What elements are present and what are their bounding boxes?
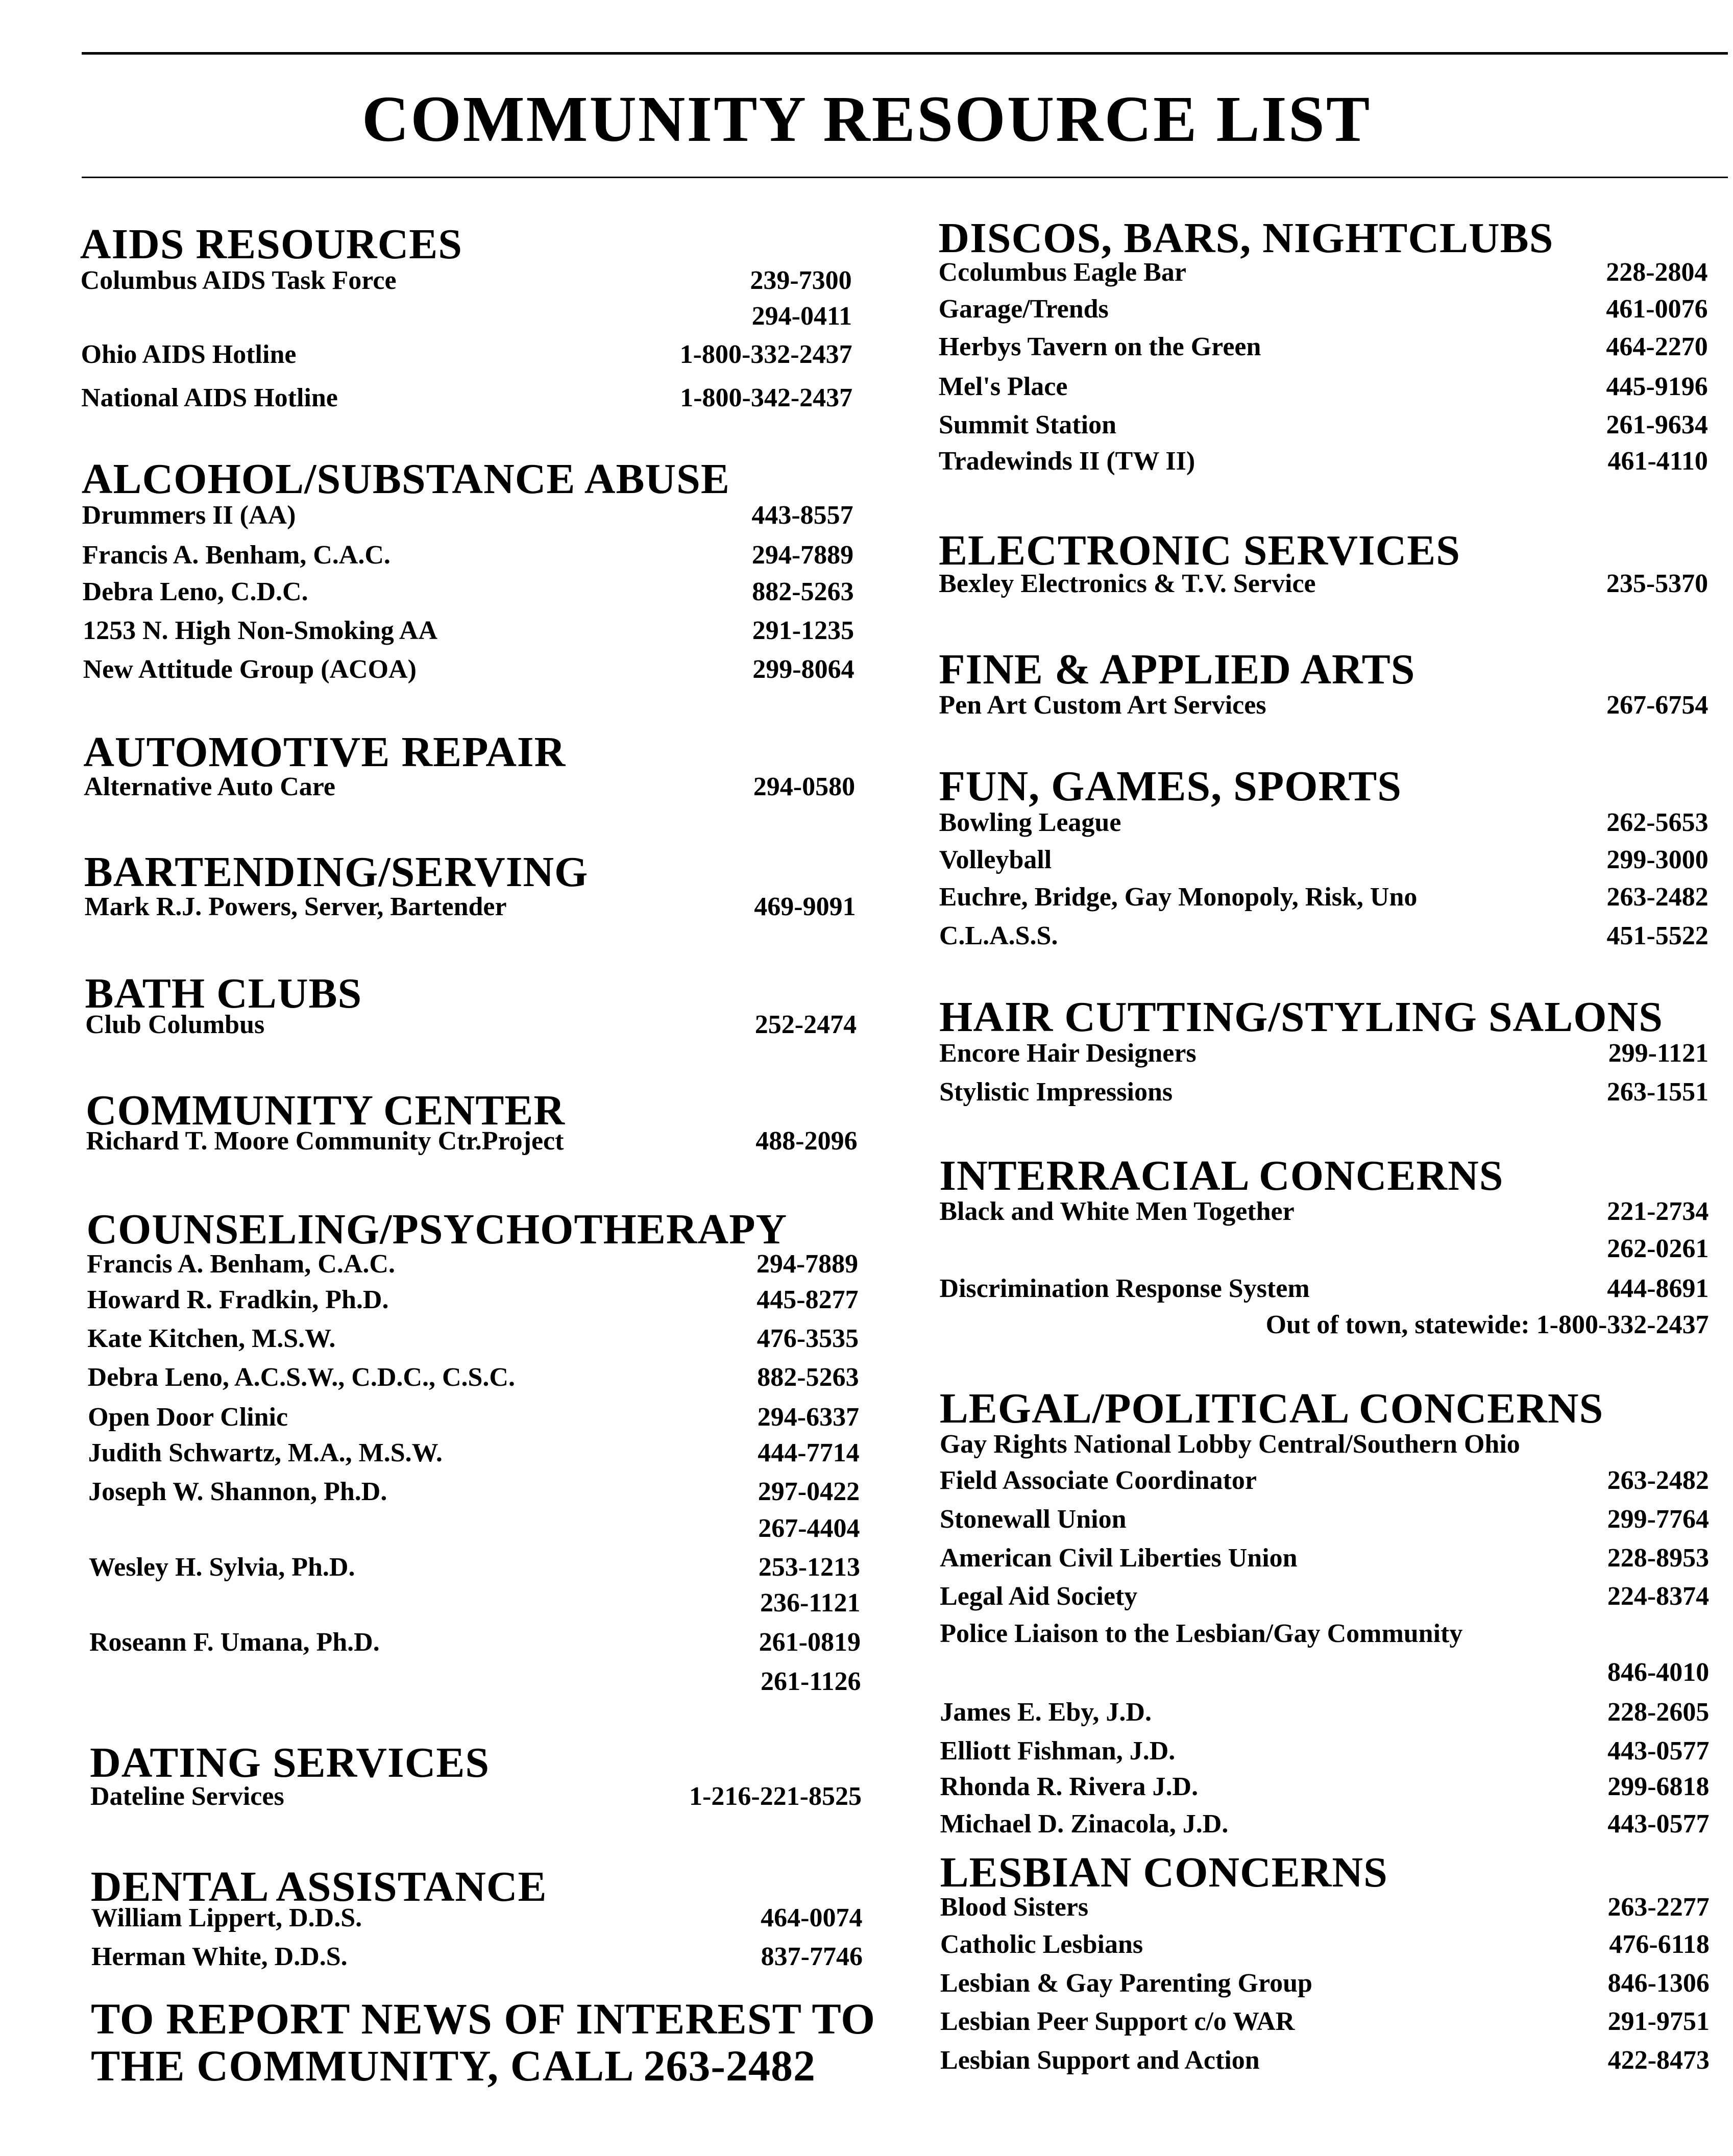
entry-phone: 882-5263 — [752, 577, 854, 606]
entry-name: Encore Hair Designers — [939, 1039, 1197, 1068]
entry-phone: 476-6118 — [1609, 1930, 1710, 1959]
entry-name: Tradewinds II (TW II) — [938, 447, 1195, 476]
entry-name: Alternative Auto Care — [84, 772, 336, 801]
entry-name: Legal Aid Society — [940, 1582, 1138, 1611]
entry-name: American Civil Liberties Union — [940, 1544, 1298, 1573]
entry-name: Stonewall Union — [939, 1505, 1127, 1534]
entry-name: Blood Sisters — [940, 1893, 1089, 1922]
entry-name: Herman White, D.D.S. — [91, 1942, 348, 1971]
entry-phone: 294-6337 — [757, 1403, 860, 1432]
entry-phone: 263-2277 — [1607, 1893, 1710, 1922]
section-heading: COMMUNITY CENTER — [85, 1087, 566, 1134]
entry-phone: 469-9091 — [754, 892, 856, 921]
entry-phone: 294-7889 — [751, 541, 854, 570]
section-heading: DATING SERVICES — [90, 1739, 490, 1786]
entry-phone: 451-5522 — [1606, 921, 1708, 950]
entry-phone: 299-3000 — [1606, 845, 1708, 874]
entry-phone: 837-7746 — [761, 1942, 863, 1971]
entry-phone: 464-0074 — [761, 1903, 863, 1932]
entry-name: Euchre, Bridge, Gay Monopoly, Risk, Uno — [939, 883, 1418, 912]
entry-phone: 262-0261 — [1607, 1234, 1709, 1263]
section-heading: DISCOS, BARS, NIGHTCLUBS — [938, 214, 1554, 262]
section-heading: INTERRACIAL CONCERNS — [939, 1152, 1504, 1199]
entry-phone: 252-2474 — [754, 1010, 857, 1039]
entry-name: Mel's Place — [938, 372, 1068, 401]
entry-phone: 299-6818 — [1607, 1772, 1710, 1801]
entry-name: Volleyball — [939, 845, 1052, 874]
entry-phone: 294-0411 — [751, 302, 852, 331]
title-underline — [82, 177, 1728, 178]
entry-phone: 1-800-332-2437 — [679, 340, 852, 369]
entry-name: Lesbian Peer Support c/o WAR — [940, 2007, 1295, 2036]
entry-phone: 261-0819 — [759, 1628, 861, 1657]
entry-phone: 461-0076 — [1606, 295, 1708, 324]
entry-phone: 267-6754 — [1606, 691, 1708, 720]
entry-name: Bexley Electronics & T.V. Service — [939, 569, 1316, 598]
entry-name: Richard T. Moore Community Ctr.Project — [86, 1126, 564, 1156]
entry-name: Drummers II (AA) — [82, 501, 296, 530]
section-heading: ALCOHOL/SUBSTANCE ABUSE — [81, 455, 730, 503]
entry-name: Joseph W. Shannon, Ph.D. — [88, 1477, 387, 1506]
entry-phone: 253-1213 — [758, 1553, 861, 1582]
entry-phone: 224-8374 — [1607, 1582, 1710, 1611]
entry-name: Discrimination Response System — [939, 1274, 1310, 1303]
entry-name: Ccolumbus Eagle Bar — [938, 258, 1186, 287]
footer-line-1: TO REPORT NEWS OF INTEREST TO — [91, 1994, 876, 2043]
entry-name: James E. Eby, J.D. — [940, 1698, 1152, 1727]
entry-name: Garage/Trends — [938, 295, 1109, 324]
entry-phone: 464-2270 — [1606, 332, 1708, 361]
section-heading: AIDS RESOURCES — [80, 220, 462, 268]
entry-name: Herbys Tavern on the Green — [938, 332, 1261, 361]
entry-name: Ohio AIDS Hotline — [81, 340, 297, 369]
entry-name: Elliott Fishman, J.D. — [940, 1736, 1176, 1766]
entry-name: Debra Leno, C.D.C. — [82, 577, 308, 606]
entry-phone: 236-1121 — [760, 1588, 861, 1618]
entry-phone: 297-0422 — [758, 1477, 860, 1506]
entry-name: Francis A. Benham, C.A.C. — [87, 1250, 395, 1279]
entry-phone: 294-7889 — [756, 1250, 859, 1279]
entry-phone: 239-7300 — [750, 266, 852, 295]
entry-name: Gay Rights National Lobby Central/Southern Ohio — [939, 1430, 1520, 1459]
entry-name: Club Columbus — [85, 1010, 265, 1039]
section-heading: BARTENDING/SERVING — [84, 848, 589, 896]
entry-phone: 263-1551 — [1606, 1077, 1709, 1107]
entry-phone: 461-4110 — [1607, 447, 1708, 476]
entry-phone: 1-800-342-2437 — [680, 383, 853, 412]
footer-line-2: THE COMMUNITY, CALL 263-2482 — [91, 2041, 816, 2090]
section-heading: ELECTRONIC SERVICES — [939, 527, 1461, 574]
entry-name: Police Liaison to the Lesbian/Gay Community — [940, 1619, 1463, 1648]
entry-phone: 444-7714 — [758, 1438, 860, 1467]
top-rule — [82, 52, 1728, 55]
entry-phone: 294-0580 — [753, 772, 856, 801]
entry-phone: 228-8953 — [1607, 1544, 1710, 1573]
entry-name: Dateline Services — [90, 1782, 284, 1811]
entry-phone: 261-1126 — [761, 1667, 861, 1696]
entry-name: Judith Schwartz, M.A., M.S.W. — [88, 1438, 443, 1467]
entry-name: Debra Leno, A.C.S.W., C.D.C., C.S.C. — [87, 1363, 515, 1392]
entry-phone: 261-9634 — [1606, 410, 1708, 439]
entry-name: William Lippert, D.D.S. — [91, 1903, 362, 1932]
section-heading: FUN, GAMES, SPORTS — [939, 763, 1402, 810]
entry-phone: 263-2482 — [1607, 1466, 1709, 1495]
entry-name: National AIDS Hotline — [81, 383, 338, 412]
entry-name: Francis A. Benham, C.A.C. — [82, 541, 390, 570]
entry-phone: 882-5263 — [757, 1363, 859, 1392]
entry-phone: 846-4010 — [1607, 1658, 1710, 1687]
section-heading: BATH CLUBS — [85, 970, 362, 1017]
entry-name: Rhonda R. Rivera J.D. — [940, 1772, 1199, 1801]
entry-phone: 235-5370 — [1606, 569, 1708, 598]
entry-name: C.L.A.S.S. — [939, 921, 1058, 950]
entry-name: Field Associate Coordinator — [939, 1466, 1257, 1495]
entry-name: Pen Art Custom Art Services — [939, 691, 1266, 720]
entry-name: Wesley H. Sylvia, Ph.D. — [89, 1553, 355, 1582]
entry-phone: 443-0577 — [1607, 1736, 1710, 1766]
entry-phone: 228-2605 — [1607, 1698, 1710, 1727]
entry-phone: 445-9196 — [1606, 372, 1708, 401]
entry-phone: 267-4404 — [758, 1514, 860, 1543]
page-title: COMMUNITY RESOURCE LIST — [361, 83, 1372, 155]
section-heading: LESBIAN CONCERNS — [940, 1849, 1388, 1896]
entry-name: Open Door Clinic — [88, 1403, 288, 1432]
entry-name: 1253 N. High Non-Smoking AA — [83, 616, 438, 645]
entry-phone: 445-8277 — [756, 1285, 859, 1314]
entry-phone: 846-1306 — [1607, 1969, 1710, 1998]
entry-name: Catholic Lesbians — [940, 1930, 1143, 1959]
section-heading: HAIR CUTTING/STYLING SALONS — [939, 993, 1663, 1041]
entry-name: Summit Station — [938, 410, 1116, 439]
section-heading: DENTAL ASSISTANCE — [90, 1863, 547, 1910]
entry-phone: 443-0577 — [1607, 1809, 1710, 1839]
entry-phone: 476-3535 — [756, 1324, 859, 1353]
entry-phone: 221-2734 — [1607, 1197, 1709, 1226]
entry-phone: 488-2096 — [755, 1126, 858, 1156]
entry-phone: 263-2482 — [1606, 883, 1708, 912]
entry-phone: 444-8691 — [1607, 1274, 1709, 1303]
entry-phone: 422-8473 — [1607, 2046, 1710, 2075]
entry-name: Kate Kitchen, M.S.W. — [87, 1324, 336, 1353]
entry-name: Howard R. Fradkin, Ph.D. — [87, 1285, 389, 1314]
entry-phone: 228-2804 — [1606, 258, 1708, 287]
entry-phone: Out of town, statewide: 1-800-332-2437 — [1265, 1310, 1709, 1339]
entry-name: Stylistic Impressions — [939, 1077, 1173, 1107]
entry-name: Lesbian Support and Action — [940, 2046, 1260, 2075]
entry-phone: 299-7764 — [1607, 1505, 1709, 1534]
section-heading: AUTOMOTIVE REPAIR — [83, 728, 566, 776]
entry-name: Michael D. Zinacola, J.D. — [940, 1809, 1229, 1839]
entry-phone: 1-216-221-8525 — [689, 1782, 862, 1811]
section-heading: LEGAL/POLITICAL CONCERNS — [939, 1385, 1604, 1432]
entry-name: Bowling League — [939, 808, 1121, 837]
entry-name: Roseann F. Umana, Ph.D. — [89, 1628, 380, 1657]
entry-name: Lesbian & Gay Parenting Group — [940, 1969, 1312, 1998]
entry-name: Black and White Men Together — [939, 1197, 1295, 1226]
entry-phone: 299-1121 — [1608, 1039, 1709, 1068]
entry-phone: 262-5653 — [1606, 808, 1708, 837]
entry-name: Columbus AIDS Task Force — [80, 266, 397, 295]
section-heading: COUNSELING/PSYCHOTHERAPY — [86, 1206, 788, 1253]
entry-name: Mark R.J. Powers, Server, Bartender — [84, 892, 507, 921]
entry-phone: 443-8557 — [751, 501, 853, 530]
entry-phone: 291-9751 — [1607, 2007, 1710, 2036]
section-heading: FINE & APPLIED ARTS — [939, 646, 1415, 693]
entry-name: New Attitude Group (ACOA) — [83, 655, 417, 684]
entry-phone: 299-8064 — [752, 655, 855, 684]
entry-phone: 291-1235 — [752, 616, 855, 645]
